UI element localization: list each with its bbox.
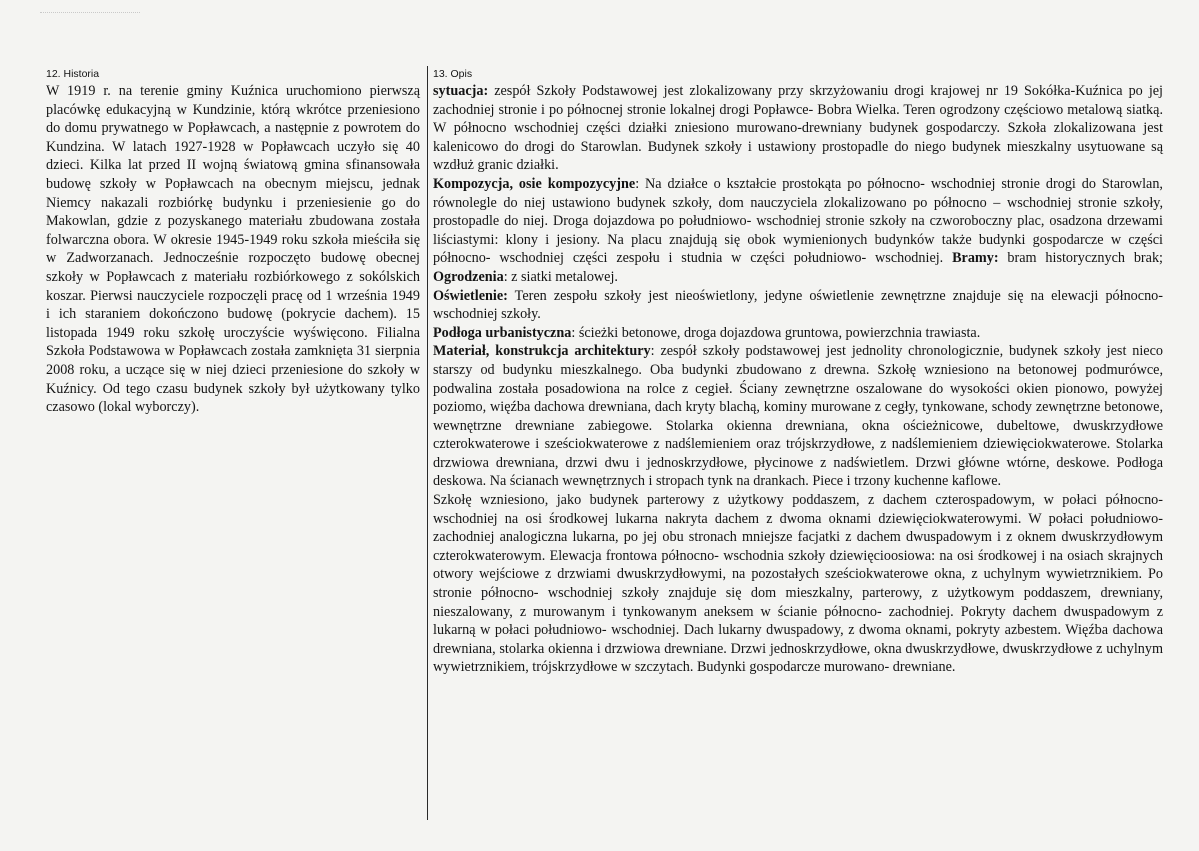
text-ogrodzenia: : z siatki metalowej. bbox=[503, 268, 618, 285]
description-heading: 13. Opis bbox=[433, 68, 473, 80]
text-sytuacja: zespół Szkoły Podstawowej jest zlokalizowany przy skrzyżowaniu drogi krajowej nr 19 Sokółka-Kuźnica po jej zachodniej stronie i po północnej stronie lokalnej drogi Popławce- Bobra Wielka. Teren ogrodzony częściowo metalową siatką. W północno wschodniej części działki zniesiono murowano-drewniany budynek gospodarczy. Szkoła zlokalizowana jest kalenicowo do drogi do Starowlan. Budynek szkoły i ustawiony prostopadle do niego budynek mieszkalny usytuowane są wzdłuż granic działki. bbox=[433, 83, 1163, 174]
history-heading: 12. Historia bbox=[46, 68, 100, 80]
history-column bbox=[46, 67, 420, 417]
text-podloga: : ścieżki betonowe, droga dojazdowa gruntowa, powierzchnia trawiasta. bbox=[571, 324, 981, 341]
label-podloga: Podłoga urbanistyczna bbox=[433, 324, 572, 341]
label-ogrodzenia: Ogrodzenia bbox=[433, 268, 504, 285]
column-divider bbox=[427, 66, 428, 820]
faint-top-line bbox=[40, 6, 140, 13]
label-sytuacja: sytuacja: bbox=[433, 83, 489, 99]
text-bramy: bram historycznych brak; bbox=[998, 250, 1163, 267]
label-kompozycja: Kompozycja, osie kompozycyjne bbox=[433, 175, 636, 192]
description-paragraph-1 bbox=[433, 82, 1163, 491]
label-oswietlenie: Oświetlenie: bbox=[433, 287, 508, 304]
text-kompozycja: : Na działce o kształcie prostokąta po północno- wschodniej stronie drogi do Starowlan, równolegle do niej ustawiono budynek szkoły, dom nauczyciela zlokalizowano po północno – wschodniej stronie szkoły, prostopadle do niej. Droga dojazdowa po południowo- wschodniej stronie szkoły na czworoboczny plac, osadzona drzewami liściastymi: klony i jesiony. Na placu znajdują się obok wymienionych budynków także budynki gospodarcze w części północno- wschodniej części zespołu i studnia w części południowo- wschodniej. bbox=[433, 175, 1163, 267]
label-bramy: Bramy: bbox=[952, 250, 999, 267]
history-text: W 1919 r. na terenie gminy Kuźnica uruchomiono pierwszą placówkę edukacyjną w Kundzinie, którą wkrótce przeniesiono do domu prywatnego w Popławcach, a następnie z powrotem do Kundzina. W latach 1927-1928 w Popławcach uczyło się 40 dzieci. Kilka lat przed II wojną światową gmina sfinansowała budowę szkoły w Popławcach na obecnym miejscu, jednak Niemcy nakazali rozbiórkę budynku i przeniesienie go do Makowlan, gdzie z pozyskanego materiału zbudowana została folwarczna obora. W okresie 1945-1949 roku szkoła mieściła się w Zadworzanach. Jednocześnie rozpoczęto budowę obecnej szkoły w Popławcach z materiału rozbiórkowego z sokólskich koszar. Pierwsi nauczyciele rozpoczęli pracę od 1 września 1949 i ich staraniem dokończono budowę (pokrycie dachem). 15 listopada 1949 roku szkołę uroczyście wyświęcono. Filialna Szkoła Podstawowa w Popławcach została zamknięta 31 sierpnia 2008 roku, a uczące się w niej dzieci przeniesione do szkoły w Kuźnicy. Od tego czasu budynek szkoły był użytkowany tylko czasowo (lokal wyborczy). bbox=[46, 83, 420, 416]
text-oswietlenie: Teren zespołu szkoły jest nieoświetlony, jedyne oświetlenie zewnętrzne znajduje się na elewacji północno- wschodniej szkoły. bbox=[433, 287, 1163, 323]
description-paragraph-2: Szkołę wzniesiono, jako budynek parterowy z użytkowy poddaszem, z dachem czterospadowym, w połaci północno- wschodniej na osi środkowej lukarna nakryta dachem z dwoma oknami dziewięciokwaterowymi. W połaci południowo- zachodniej analogiczna lukarna, po jej obu stronach mniejsze facjatki z dachem dwuspadowym i z oknem dwuskrzydłowym czterokwaterowym. Elewacja frontowa północno- wschodnia szkoły dziewięcioosiowa: na osi środkowej i na osiach skrajnych otwory wejściowe z drzwiami dwuskrzydłowymi, na pozostałych sześciokwaterowe okna, z uchylnym wywietrznikiem. Po stronie północno- wschodniej szkoły znajduje się dom mieszkalny, parterowy, z użytkowym poddaszem, drewniany, nieszalowany, z murowanym i tynkowanym aneksem w ścianie północno- zachodniej. Pokryty dachem dwuspadowym z lukarną w połaci południowo- wschodniej. Dach lukarny dwuspadowy, z dwoma oknami, pokryty azbestem. Więźba dachowa drewniana, stolarka okienna i drzwiowa drewniane. Drzwi jednoskrzydłowe, okna dwuskrzydłowe, dwuskrzydłowe z uchylnym wywietrznikiem, trójskrzydłowe w szczytach. Budynki gospodarcze murowano- drewniane. bbox=[433, 492, 1163, 676]
label-material: Materiał, konstrukcja architektury bbox=[433, 343, 651, 360]
description-column bbox=[433, 67, 1163, 677]
text-material: : zespół szkoły podstawowej jest jednolity chronologicznie, budynek szkoły jest nieco starszy od budynku mieszkalnego. Oba budynki zbudowano z drewna. Szkołę wzniesiono na betonowej podmurówce, podwalina została posadowiona na rolce z cegieł. Ściany zewnętrzne oszalowane do wysokości okien pionowo, powyżej poziomo, więźba dachowa drewniana, dach kryty blachą, kominy murowane z cegły, tynkowane, schody zewnętrzne betonowe, wewnętrzne drewniane zabiegowe. Stolarka okienna drewniana, okna ościeżnicowe, dubeltowe, dwuskrzydłowe czterokwaterowe i sześciokwaterowe z nadślemieniem oraz trójskrzydłowe, z nadślemieniem dziewięciokwaterowe. Stolarka drzwiowa drewniana, drzwi dwu i jednoskrzydłowe, płycinowe z nadświetlem. Drzwi główne wtórne, deskowe. Podłoga deskowa. Na ścianach wewnętrznych i stropach tynk na drankach. Piece i trzony kuchenne kaflowe. bbox=[433, 343, 1163, 490]
